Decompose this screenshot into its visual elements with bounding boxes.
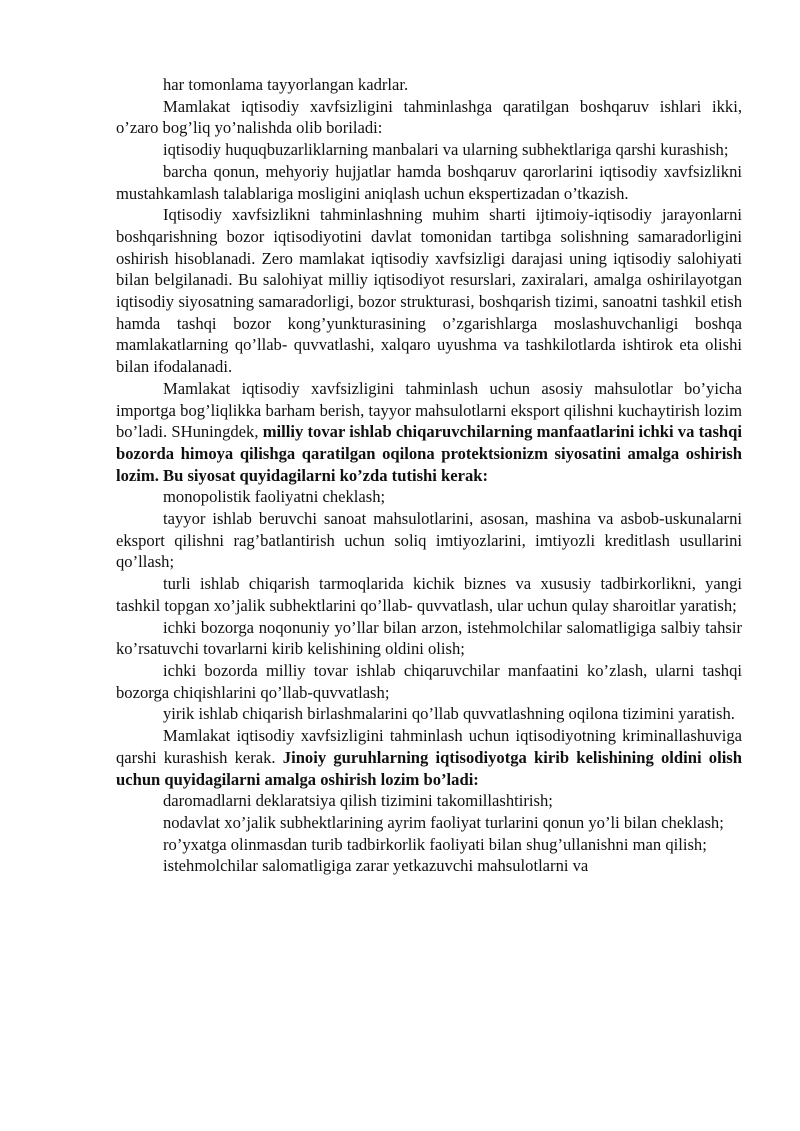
paragraph-14: daromadlarni deklaratsiya qilish tizimini takomillashtirish; xyxy=(163,791,553,811)
paragraph-12: yirik ishlab chiqarish birlashmalarini qo’llab quvvatlashning oqilona tizimini yaratish. xyxy=(163,704,735,724)
document-page xyxy=(116,74,742,877)
paragraph-6: Mamlakat iqtisodiy xavfsizligini tahminlash uchun asosiy mahsulotlar bo’yicha importga bog’liqlikka barham berish, tayyor mahsulotlarni eksport qilishni kuchaytirish lozim bo’ladi. SHuningdek, milliy tovar ishlab chiqaruvchilarning manfaatlarini ichki va tashqi bozorda himoya qilishga qaratilgan oqilona protektsionizm siyosatini amalga oshirish lozim. Bu siyosat quyidagilarni ko’zda tutishi kerak: xyxy=(116,378,742,485)
paragraph-9: turli ishlab chiqarish tarmoqlarida kichik biznes va xususiy tadbirkorlikni, yangi tashkil topgan xo’jalik subhektlarini qo’llab- quvvatlash, ular uchun qulay sharoitlar yaratish; xyxy=(116,574,742,615)
paragraph-13: Mamlakat iqtisodiy xavfsizligini tahminlash uchun iqtisodiyotning kriminallashuviga qarshi kurashish kerak. Jinoiy guruhlarning iqtisodiyotga kirib kelishining oldini olish uchun quyidagilarni amalga oshirish lozim bo’ladi: xyxy=(116,726,742,789)
paragraph-8: tayyor ishlab beruvchi sanoat mahsulotlarini, asosan, mashina va asbob-uskunalarni eksport qilishni rag’batlantirish uchun soliq imtiyozlarini, imtiyozli kreditlash usullarini qo’llash; xyxy=(116,509,742,572)
paragraph-4: barcha qonun, mehyoriy hujjatlar hamda boshqaruv qarorlarini iqtisodiy xavfsizlikni mustahkamlash talablariga mosligini aniqlash uchun ekspertizadan o’tkazish. xyxy=(116,161,742,203)
paragraph-3: iqtisodiy huquqbuzarliklarning manbalari va ularning subhektlariga qarshi kurashish; xyxy=(163,140,729,160)
paragraph-1: har tomonlama tayyorlangan kadrlar. xyxy=(163,75,409,94)
paragraph-15: nodavlat xo’jalik subhektlarining ayrim faoliyat turlarini qonun yo’li bilan cheklash; xyxy=(163,812,724,832)
paragraph-10: ichki bozorga noqonuniy yo’llar bilan arzon, istehmolchilar salomatligiga salbiy tahsir ko’rsatuvchi tovarlarni kirib kelishining oldini olish; xyxy=(116,617,742,659)
paragraph-7: monopolistik faoliyatni cheklash; xyxy=(163,487,386,507)
paragraph-17: istehmolchilar salomatligiga zarar yetkazuvchi mahsulotlarni va xyxy=(163,856,589,876)
bold-text: Jinoiy guruhlarning iqtisodiyotga kirib kelishining oldini olish uchun quyidagilarni amalga oshirish lozim bo’ladi: xyxy=(116,747,742,789)
paragraph-16: ro’yxatga olinmasdan turib tadbirkorlik faoliyati bilan shug’ullanishni man qilish; xyxy=(163,834,707,854)
paragraph-5: Iqtisodiy xavfsizlikni tahminlashning muhim sharti ijtimoiy-iqtisodiy jarayonlarni boshqarishning bozor iqtisodiyotini davlat tomonidan tartibga solishning samaradorligini oshirish hisoblanadi. Zero mamlakat iqtisodiy xavfsizligi darajasi uning iqtisodiy salohiyati bilan belgilanadi. Bu salohiyat milliy iqtisodiyot resurslari, zaxiralari, amalga oshirilayotgan iqtisodiy siyosatning samaradorligi, bozor strukturasi, boshqarish tizimi, sanoatni tashkil etish hamda tashqi bozor kong’yunkturasining o’zgarishlarga moslashuvchanligi boshqa mamlakatlarning qo’llab- quvvatlashi, xalqaro uyushma va tashkilotlarda ishtirok eta olishi bilan ifodalanadi. xyxy=(116,205,742,377)
bold-text: milliy tovar ishlab chiqaruvchilarning manfaatlarini ichki va tashqi bozorda himoya qilishga qaratilgan oqilona protektsionizm siyosatini amalga oshirish lozim. Bu siyosat quyidagilarni ko’zda tutishi kerak: xyxy=(116,422,742,485)
paragraph-11: ichki bozorda milliy tovar ishlab chiqaruvchilar manfaatini ko’zlash, ularni tashqi bozorga chiqishlarini qo’llab-quvvatlash; xyxy=(116,660,742,702)
paragraph-2: Mamlakat iqtisodiy xavfsizligini tahminlashga qaratilgan boshqaruv ishlari ikki, o’zaro bog’liq yo’nalishda olib boriladi: xyxy=(116,96,742,138)
